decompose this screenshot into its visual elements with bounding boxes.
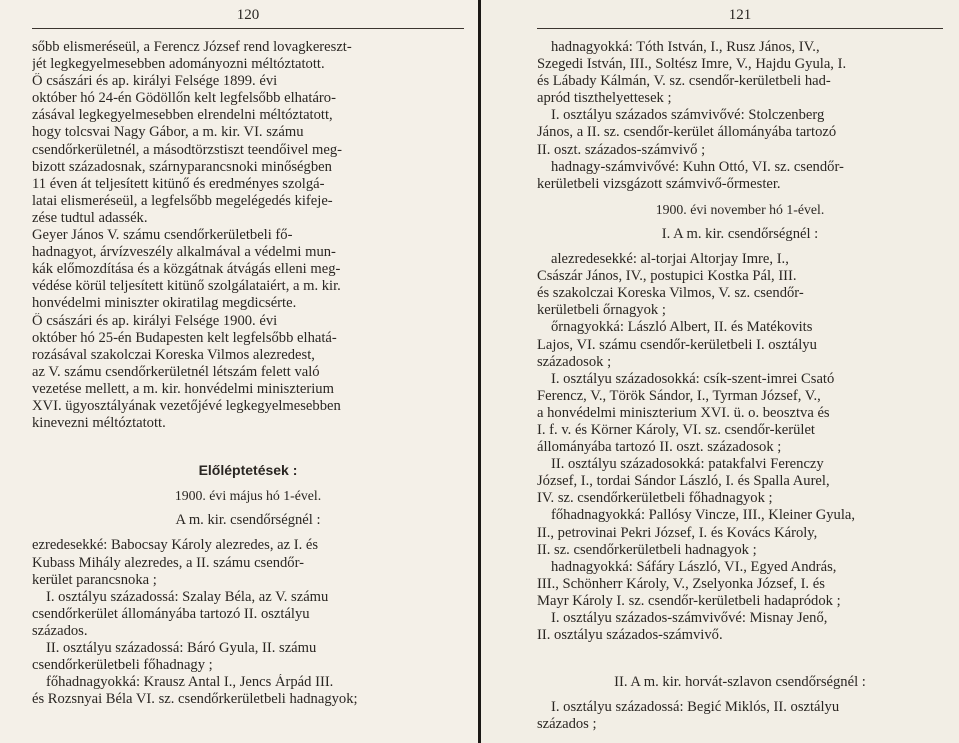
text-line: I. osztályu századossá: Szalay Béla, az V. számu	[46, 588, 329, 605]
text-line: hogy tolcsvai Nagy Gábor, a m. kir. VI. számu	[32, 124, 304, 141]
text-line: csendőrkerületbeli főhadnagy ;	[32, 657, 213, 674]
text-line: I. osztályu századossá: Begić Miklós, II. osztályu	[551, 699, 840, 716]
text-line: I. f. v. és Körner Károly, VI. sz. csendőr-kerület	[537, 421, 815, 438]
text-line: rozásával szakolczai Koreska Vilmos alezredest,	[32, 346, 315, 363]
text-line: 1900. évi november hó 1-ével.	[655, 201, 825, 217]
text-line: II. osztályu századossá: Báró Gyula, II. számu	[46, 640, 317, 656]
text-line: október hó 25-én Budapesten kelt legfelsőbb elhatá-	[32, 329, 337, 346]
text-line: A m. kir. csendőrségnél :	[175, 512, 321, 529]
text-line: Mayr Károly I. sz. csendőr-kerületbeli hadapródok ;	[537, 592, 841, 609]
text-line: alezredesekké: al-torjai Altorjay Imre, I.,	[551, 251, 789, 268]
text-line: állományába tartozó II. oszt. századosok ;	[537, 439, 782, 456]
text-line: és Lábady Kálmán, V. sz. csendőr-kerületbeli had-	[537, 73, 831, 90]
text-line: II. A m. kir. horvát-szlavon csendőrségnél :	[614, 674, 866, 691]
text-line: hadnagyokká: Sáfáry László, VI., Egyed András,	[551, 558, 837, 575]
text-line: II. osztályu századosokká: patakfalvi Ferenczy	[551, 456, 824, 473]
text-line: az V. számu csendőrkerületnél létszám felett való	[32, 363, 320, 380]
text-line: sőbb elismeréseül, a Ferencz József rend lovagkereszt-	[32, 39, 352, 55]
text-line: zése tudtul adassék.	[32, 209, 148, 226]
text-line: honvédelmi miniszter okiratilag megdicsérte.	[32, 295, 297, 312]
text-line: hadnagy-számvivővé: Kuhn Ottó, VI. sz. csendőr-	[551, 158, 844, 175]
text-line: kák előmozdítása és a közgátnak átvágás elleni meg-	[32, 261, 341, 278]
text-line: bizott századosnak, szárnyparancsnoki minőségben	[32, 158, 332, 175]
text-line: kerület parancsnoka ;	[32, 571, 157, 588]
text-line: kerületbeli őrnagyok ;	[537, 302, 666, 319]
page-number-left: 120	[32, 0, 464, 29]
left-page-text	[32, 39, 464, 708]
text-line: II. oszt. százados-számvivő ;	[537, 141, 706, 158]
text-line: október hó 24-én Gödöllőn kelt legfelsőbb elhatáro-	[32, 90, 336, 107]
text-line: József, I., tordai Sándor László, I. és Spalla Aurel,	[537, 473, 830, 490]
text-line: Ferencz, V., Török Sándor, I., Tyrman József, V.,	[537, 387, 821, 404]
text-line: főhadnagyokká: Krausz Antal I., Jencs Árpád III.	[46, 674, 334, 691]
text-line: ezredesekké: Babocsay Károly alezredes, az I. és	[32, 537, 319, 554]
text-line: II. osztályu százados-számvivő.	[537, 627, 723, 644]
text-line: II., petrovinai Pekri József, I. és Kovács Károly,	[537, 524, 818, 541]
text-line: III., Schönherr Károly, V., Zselyonka József, I. és	[537, 575, 825, 592]
text-line: hadnagyot, árvízveszély alkalmával a védelmi mun-	[32, 244, 336, 261]
text-line: és Rozsnyai Béla VI. sz. csendőrkerületbeli hadnagyok;	[32, 691, 358, 708]
page-number-right: 121	[537, 0, 943, 29]
right-page	[481, 0, 959, 743]
text-line: latai elismeréseül, a legfelsőbb megelégedés kifeje-	[32, 192, 333, 209]
text-line: Ő császári és ap. királyi Felsége 1900. évi	[32, 312, 278, 329]
text-line: IV. sz. csendőrkerületbeli főhadnagyok ;	[537, 490, 773, 507]
text-line: hadnagyokká: Tóth István, I., Rusz János, IV.,	[551, 39, 820, 55]
text-line: őrnagyokká: László Albert, II. és Matékovits	[551, 319, 813, 336]
text-line: Geyer János V. számu csendőrkerületbeli fő-	[32, 227, 293, 244]
text-line: zásával legkegyelmesebben elrendelni méltóztatott,	[32, 107, 333, 124]
text-line: Császár János, IV., postupici Kostka Pál, III.	[537, 268, 797, 285]
text-line: csendőrkerület állományába tartozó II. osztályu	[32, 605, 310, 622]
text-line: a honvédelmi miniszterium XVI. ü. o. beosztva és	[537, 404, 830, 421]
text-line: kerületbeli vizsgázott számvivő-őrmester.	[537, 175, 781, 192]
text-line: XVI. ügyosztályának vezetőjévé legkegyelmesebben	[32, 397, 341, 414]
text-line: védése körül teljesített kitünő szolgálataiért, a m. kir.	[32, 278, 341, 295]
text-line: 1900. évi május hó 1-ével.	[174, 488, 322, 504]
text-line: apród tiszthelyettesek ;	[537, 90, 672, 107]
text-line: századosok ;	[537, 353, 612, 370]
text-line: kinevezni méltóztatott.	[32, 415, 166, 432]
text-line: főhadnagyokká: Pallósy Vincze, III., Kleiner Gyula,	[551, 507, 856, 524]
text-line: Lajos, VI. számu csendőr-kerületbeli I. osztályu	[537, 336, 817, 353]
left-page	[0, 0, 478, 743]
text-line: Kubass Mihály alezredes, a II. számu csendőr-	[32, 554, 305, 571]
right-page-text	[537, 39, 943, 733]
text-line: jét legkegyelmesebben adományozni méltóztatott.	[32, 56, 325, 73]
text-line: I. osztályu százados számvivővé: Stolczenberg	[551, 107, 825, 124]
text-line: I. osztályu századosokká: csík-szent-imrei Csató	[551, 370, 835, 387]
text-line: János, a II. sz. csendőr-kerület állományába tartozó	[537, 124, 837, 141]
text-line: és szakolczai Koreska Vilmos, V. sz. csendőr-	[537, 285, 804, 302]
text-line: I. osztályu százados-számvivővé: Misnay Jenő,	[551, 610, 828, 626]
text-line: 11 éven át teljesített kitünő és eredményes szolgá-	[32, 175, 325, 192]
text-line: vezetése mellett, a m. kir. honvédelmi miniszterium	[32, 380, 334, 397]
text-line: százados ;	[537, 716, 597, 733]
text-line: Előléptetések :	[198, 462, 298, 479]
text-line: I. A m. kir. csendőrségnél :	[661, 225, 819, 242]
text-line: Ő császári és ap. királyi Felsége 1899. évi	[32, 73, 278, 90]
text-line: II. sz. csendőrkerületbeli hadnagyok ;	[537, 541, 757, 558]
text-line: százados.	[32, 622, 88, 639]
text-line: Szegedi István, III., Soltész Imre, V., Hajdu Gyula, I.	[537, 56, 847, 73]
text-line: csendőrkerületnél, a másodtörzstiszt teendőivel meg-	[32, 141, 343, 158]
